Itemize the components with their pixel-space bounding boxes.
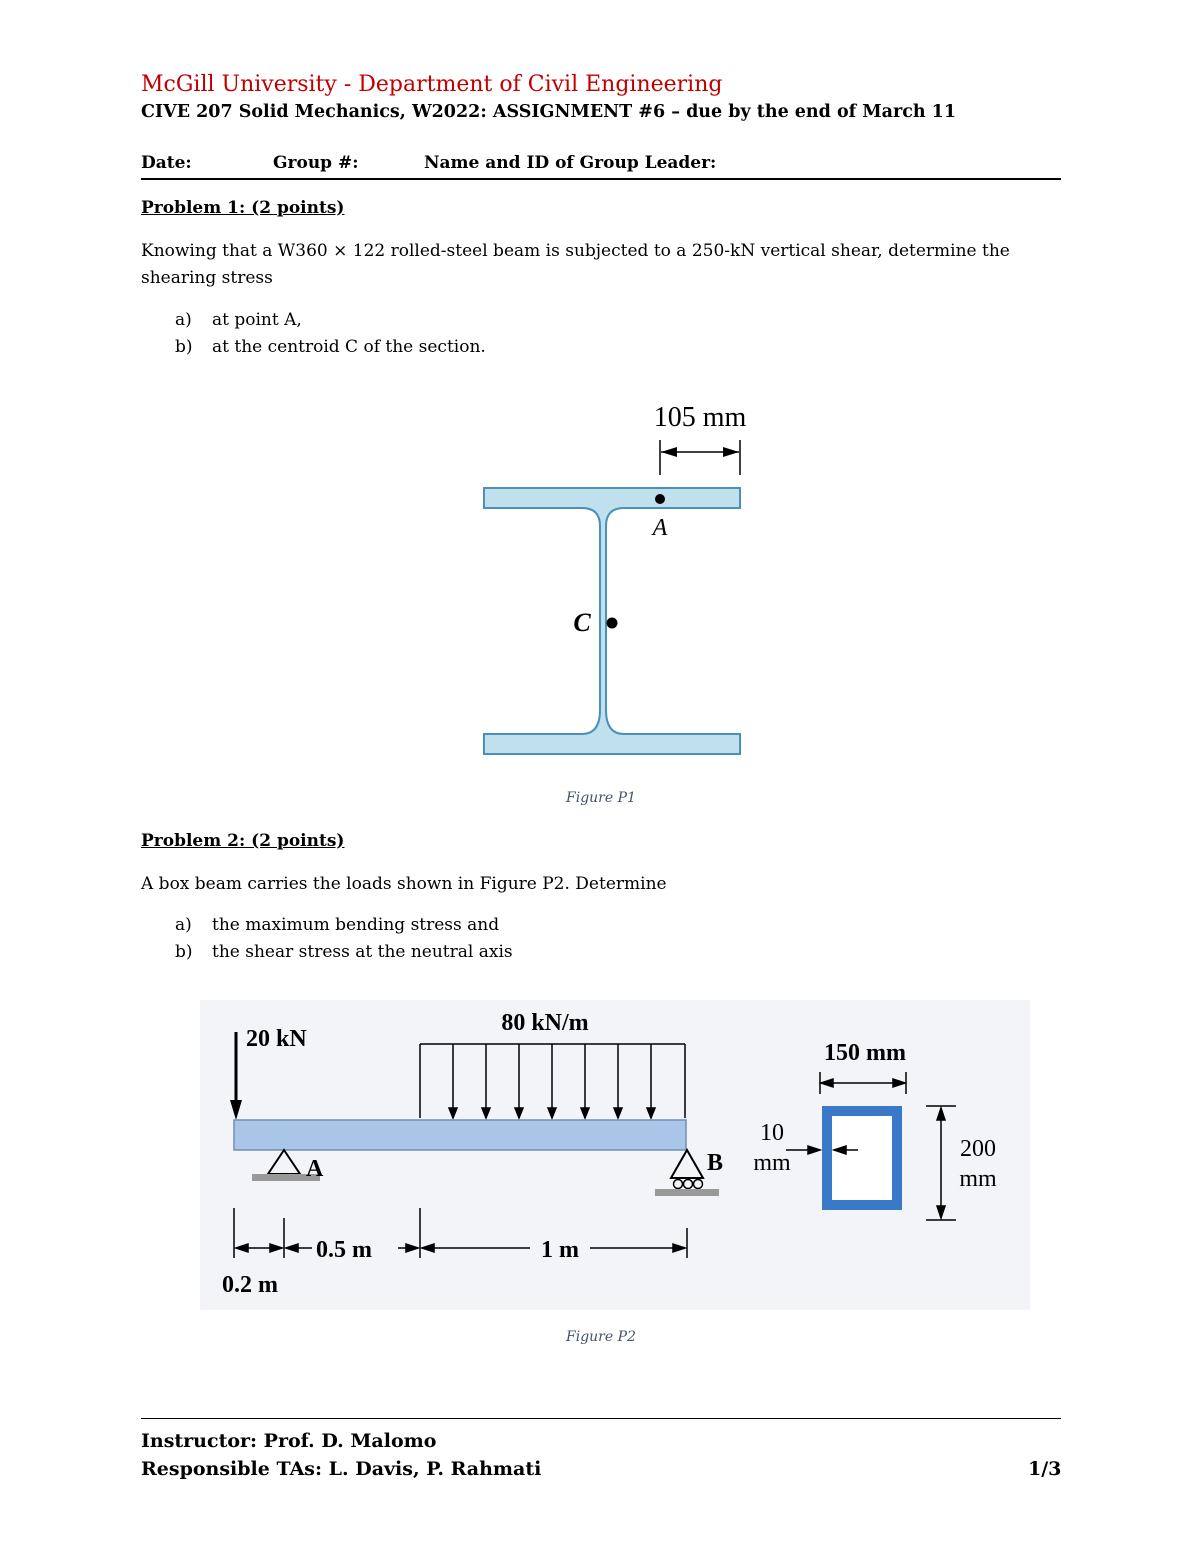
footer-divider (141, 1418, 1061, 1419)
problem1-title: Problem 1: (2 points) (141, 198, 345, 218)
problem2-item-b-marker: b) (175, 942, 193, 962)
dim-label-1: 1 m (541, 1237, 579, 1263)
date-label: Date: (141, 153, 192, 173)
point-c-label: C (573, 608, 591, 637)
box-width-label: 150 mm (824, 1040, 906, 1066)
distributed-load-label: 80 kN/m (501, 1010, 589, 1036)
support-b-label: B (707, 1150, 724, 1176)
header-divider (141, 178, 1061, 180)
group-label: Group #: (273, 153, 359, 173)
support-b-ground (655, 1189, 719, 1196)
box-thickness-value: 10 (760, 1120, 784, 1146)
dim-arrow-left-icon (661, 447, 677, 457)
figure-p1-caption: Figure P1 (566, 790, 636, 806)
problem1-item-a-marker: a) (175, 310, 192, 330)
problem1-item-b-marker: b) (175, 337, 193, 357)
problem2-text: A box beam carries the loads shown in Figure P2. Determine (141, 874, 667, 894)
footer-tas: Responsible TAs: L. Davis, P. Rahmati (141, 1458, 542, 1480)
point-load-label: 20 kN (246, 1026, 307, 1052)
dim-label-05: 0.5 m (316, 1237, 372, 1263)
problem2-item-b-text: the shear stress at the neutral axis (212, 942, 513, 962)
problem1-item-a-text: at point A, (212, 310, 302, 330)
box-thickness-unit: mm (753, 1150, 791, 1176)
problem2-item-a-text: the maximum bending stress and (212, 915, 500, 935)
point-c-dot (607, 618, 618, 629)
dim-arrow-right-icon (723, 447, 739, 457)
problem1-text: Knowing that a W360 × 122 rolled-steel beam is subjected to a 250-kN vertical shear, determine the shearing stress (141, 241, 1010, 288)
page-number: 1/3 (1028, 1458, 1062, 1480)
footer-instructor: Instructor: Prof. D. Malomo (141, 1430, 437, 1452)
problem1-item-b-text: at the centroid C of the section. (212, 337, 486, 357)
dim-label-105: 105 mm (653, 402, 747, 433)
box-height-unit: mm (959, 1166, 997, 1192)
beam-body (234, 1120, 686, 1150)
dim-label-02: 0.2 m (222, 1272, 278, 1298)
university-title: McGill University - Department of Civil Engineering (141, 72, 723, 97)
box-height-value: 200 (960, 1136, 996, 1162)
figure-p2-caption: Figure P2 (566, 1329, 636, 1345)
leader-label: Name and ID of Group Leader: (424, 153, 717, 173)
course-title: CIVE 207 Solid Mechanics, W2022: ASSIGNMENT #6 – due by the end of March 11 (141, 102, 957, 122)
problem2-title: Problem 2: (2 points) (141, 831, 345, 851)
problem2-item-a-marker: a) (175, 915, 192, 935)
support-a-label: A (306, 1156, 324, 1182)
figure-p1-wide-flange (470, 395, 770, 775)
point-a-label: A (652, 515, 668, 541)
figure-p2-box-beam (200, 1000, 1030, 1310)
point-a-dot (655, 494, 665, 504)
box-section (827, 1111, 897, 1205)
